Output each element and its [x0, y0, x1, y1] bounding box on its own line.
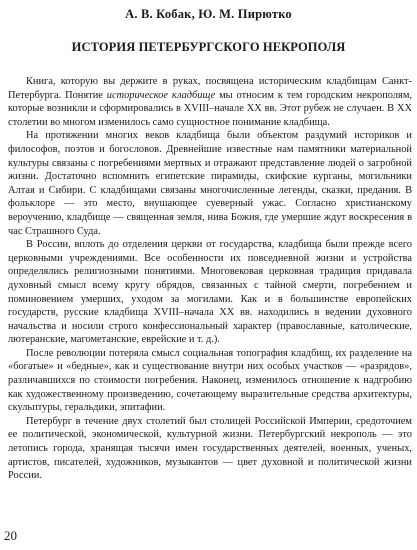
- paragraph-4: После революции потеряла смысл социальная топография кладбищ, их разделение на «богатые» и «бедные», как и существование внутри них особых участков — «разрядов», различавшихся по стоимости погребения. Наконец, изменилось отношение к надгробию как художественному произведению, сочетающему выразительные средства архитектуры, скульптуры, геральдики, эпитафии.: [8, 347, 412, 414]
- running-header-authors: А. В. Кобак, Ю. М. Пирютко: [125, 7, 292, 21]
- paragraph-5: Петербург в течение двух столетий был столицей Российской Империи, средоточием ее политической, экономической, культурной жизни. Петербургский некрополь — это летопись города, хранящая тысячи имен государственных деятелей, военных, ученых, артистов, писателей, художников, музыкантов — цвет духовной и политической жизни России.: [8, 415, 412, 482]
- italic-term: историческое кладбище: [106, 89, 216, 101]
- page-number: 20: [4, 528, 17, 543]
- paragraph-2: На протяжении многих веков кладбища были объектом раздумий историков и философов, поэтов и богословов. Древнейшие известные нам памятники материальной культуры связаны с погребениями мертвых и отражают представление людей о загробной жизни. Достаточно вспомнить египетские пирамиды, скифские курганы, могильники Алтая и Сибири. С кладбищами связаны многочисленные легенды, сказки, предания. В фольклоре — это место, внушающее суеверный ужас. Согласно христианскому вероучению, кладбище — священная земля, нива Божия, где умершие ждут воскресения в час Страшного Суда.: [8, 130, 412, 237]
- page-title: ИСТОРИЯ ПЕТЕРБУРГСКОГО НЕКРОПОЛЯ: [71, 40, 346, 54]
- paragraph-3: В России, вплоть до отделения церкви от государства, кладбища были прежде всего церковными учреждениями. Все особенности их повседневной жизни и устройства определялись религиозными понятиями. Многовековая церковная традиция придавала духовный смысл всему кругу обрядов, связанных с тайной смерти, погребением и поминовением умерших, уходом за могилами. Как и в большинстве европейских государств, русские кладбища XVIII–начала XX вв. находились в ведении духовного начальства и носили строго конфессиональный характер (православные, католические, лютеранские, магометанские, еврейские и т. д.).: [8, 239, 412, 346]
- paragraph-1: [8, 75, 412, 129]
- paragraph-1-text-start: Книга, которую вы держите в руках, посвящена историческим кладбищам Санкт-Петербурга. Понятие: [8, 76, 412, 101]
- main-text: [8, 75, 412, 483]
- paragraph-1-text-end: мы относим к тем городским некрополям, которые возникли и сформировались в XVIII–начале XX вв. Этот рубеж не случаен. В XX столетии во многом изменилось само сущностное понимание кладбища.: [8, 89, 412, 128]
